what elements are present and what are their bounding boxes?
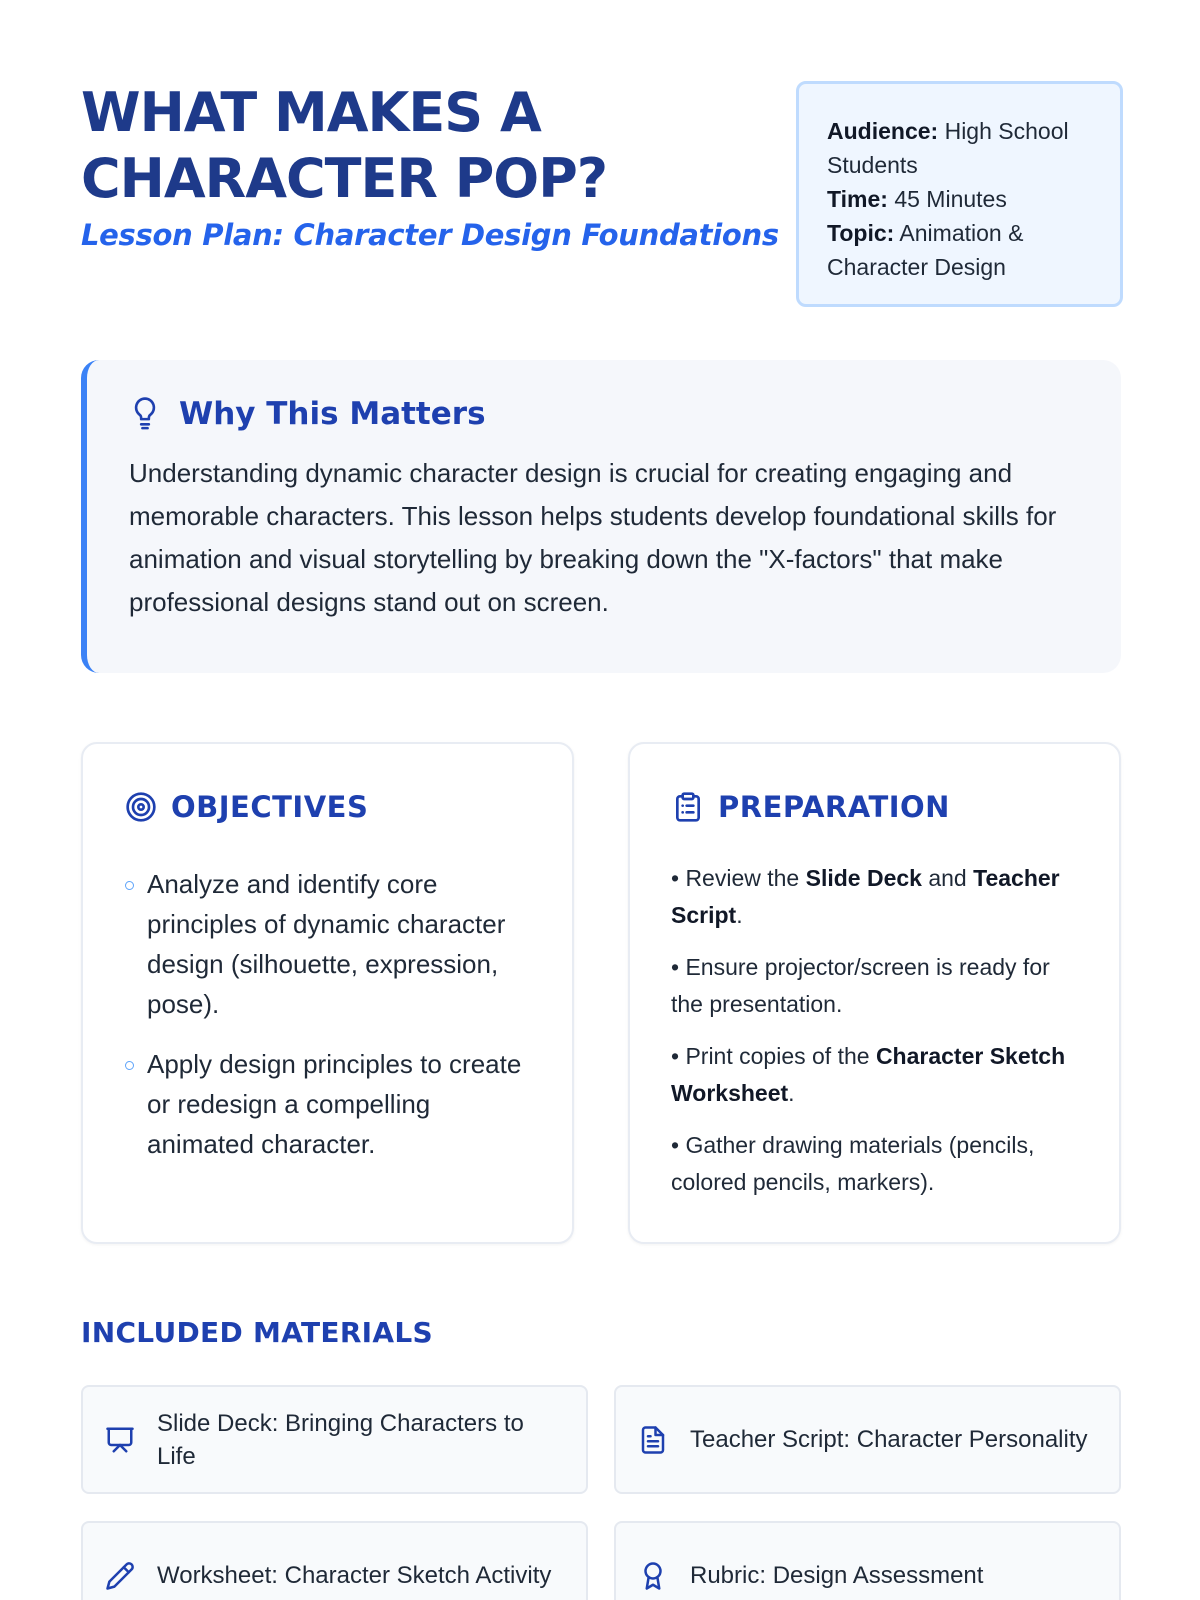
audience-value: High School Students [827,118,1069,178]
material-item-worksheet[interactable] [81,1521,588,1600]
material-label: Worksheet: Character Sketch Activity [157,1562,552,1589]
lightbulb-icon [129,396,161,432]
title-line-2: CHARACTER POP? [81,147,608,210]
list-item [671,949,1081,1023]
time-value: 45 Minutes [894,186,1007,212]
material-item-rubric[interactable] [614,1521,1121,1600]
why-header [129,396,1081,432]
list-item [125,864,535,1024]
preparation-card [628,742,1121,1244]
pencil-icon [105,1561,135,1591]
prep-text: • Ensure projector/screen is ready for the presentation. [671,954,1050,1017]
preparation-title: PREPARATION [718,790,950,824]
preparation-header [672,790,950,824]
award-icon [638,1561,668,1591]
target-icon [125,791,157,823]
prep-bold: Character Sketch Worksheet [671,1043,1066,1106]
list-item [125,1044,535,1164]
audience-label: Audience: [827,118,939,144]
presentation-icon [105,1425,135,1455]
bullet-circle-icon [125,881,134,890]
material-item-teacher-script[interactable] [614,1385,1121,1494]
prep-bold: Slide Deck [805,865,922,891]
page-title [81,80,761,212]
objectives-header [125,790,368,824]
list-item [671,1127,1081,1201]
bullet-circle-icon [125,1061,134,1070]
list-item [671,860,1081,934]
material-label: Teacher Script: Character Personality [690,1426,1088,1453]
material-item-slide-deck[interactable] [81,1385,588,1494]
topic-value: Animation & Character Design [827,220,1024,280]
prep-text: • Review the [671,865,806,891]
objectives-title: OBJECTIVES [171,790,369,824]
material-label: Slide Deck: Bringing Characters to Life [157,1409,524,1470]
topic-row [827,216,1094,284]
preparation-list [671,860,1081,1216]
why-text: Understanding dynamic character design is crucial for creating engaging and memorable characters. This lesson helps students develop foundational skills for animation and visual storytelling by breaking down the "X-factors" that make professional designs stand out on screen. [129,458,1057,617]
objective-text: Analyze and identify core principles of dynamic character design (silhouette, expression, pose). [147,869,506,1019]
material-label: Rubric: Design Assessment [690,1562,984,1589]
why-this-matters-callout [81,360,1121,673]
title-line-1: WHAT MAKES A [81,81,541,144]
lesson-meta-box [796,81,1123,307]
topic-label: Topic: [827,220,895,246]
objectives-card [81,742,574,1244]
prep-text: • Print copies of the [671,1043,876,1069]
list-item [671,1038,1081,1112]
materials-title: INCLUDED MATERIALS [81,1316,433,1349]
prep-text: . [788,1080,795,1106]
document-icon [638,1425,668,1455]
prep-text: • Gather drawing materials (pencils, colored pencils, markers). [671,1132,1035,1195]
prep-text: and [921,865,974,891]
prep-bold: Teacher Script [671,865,1060,928]
audience-row [827,114,1094,182]
page-subtitle: Lesson Plan: Character Design Foundations [81,218,779,252]
objectives-list [125,864,535,1184]
why-title: Why This Matters [179,396,486,432]
objective-text: Apply design principles to create or redesign a compelling animated character. [147,1049,522,1159]
time-row [827,182,1094,216]
time-label: Time: [827,186,888,212]
prep-text: . [736,902,743,928]
clipboard-icon [672,791,704,823]
